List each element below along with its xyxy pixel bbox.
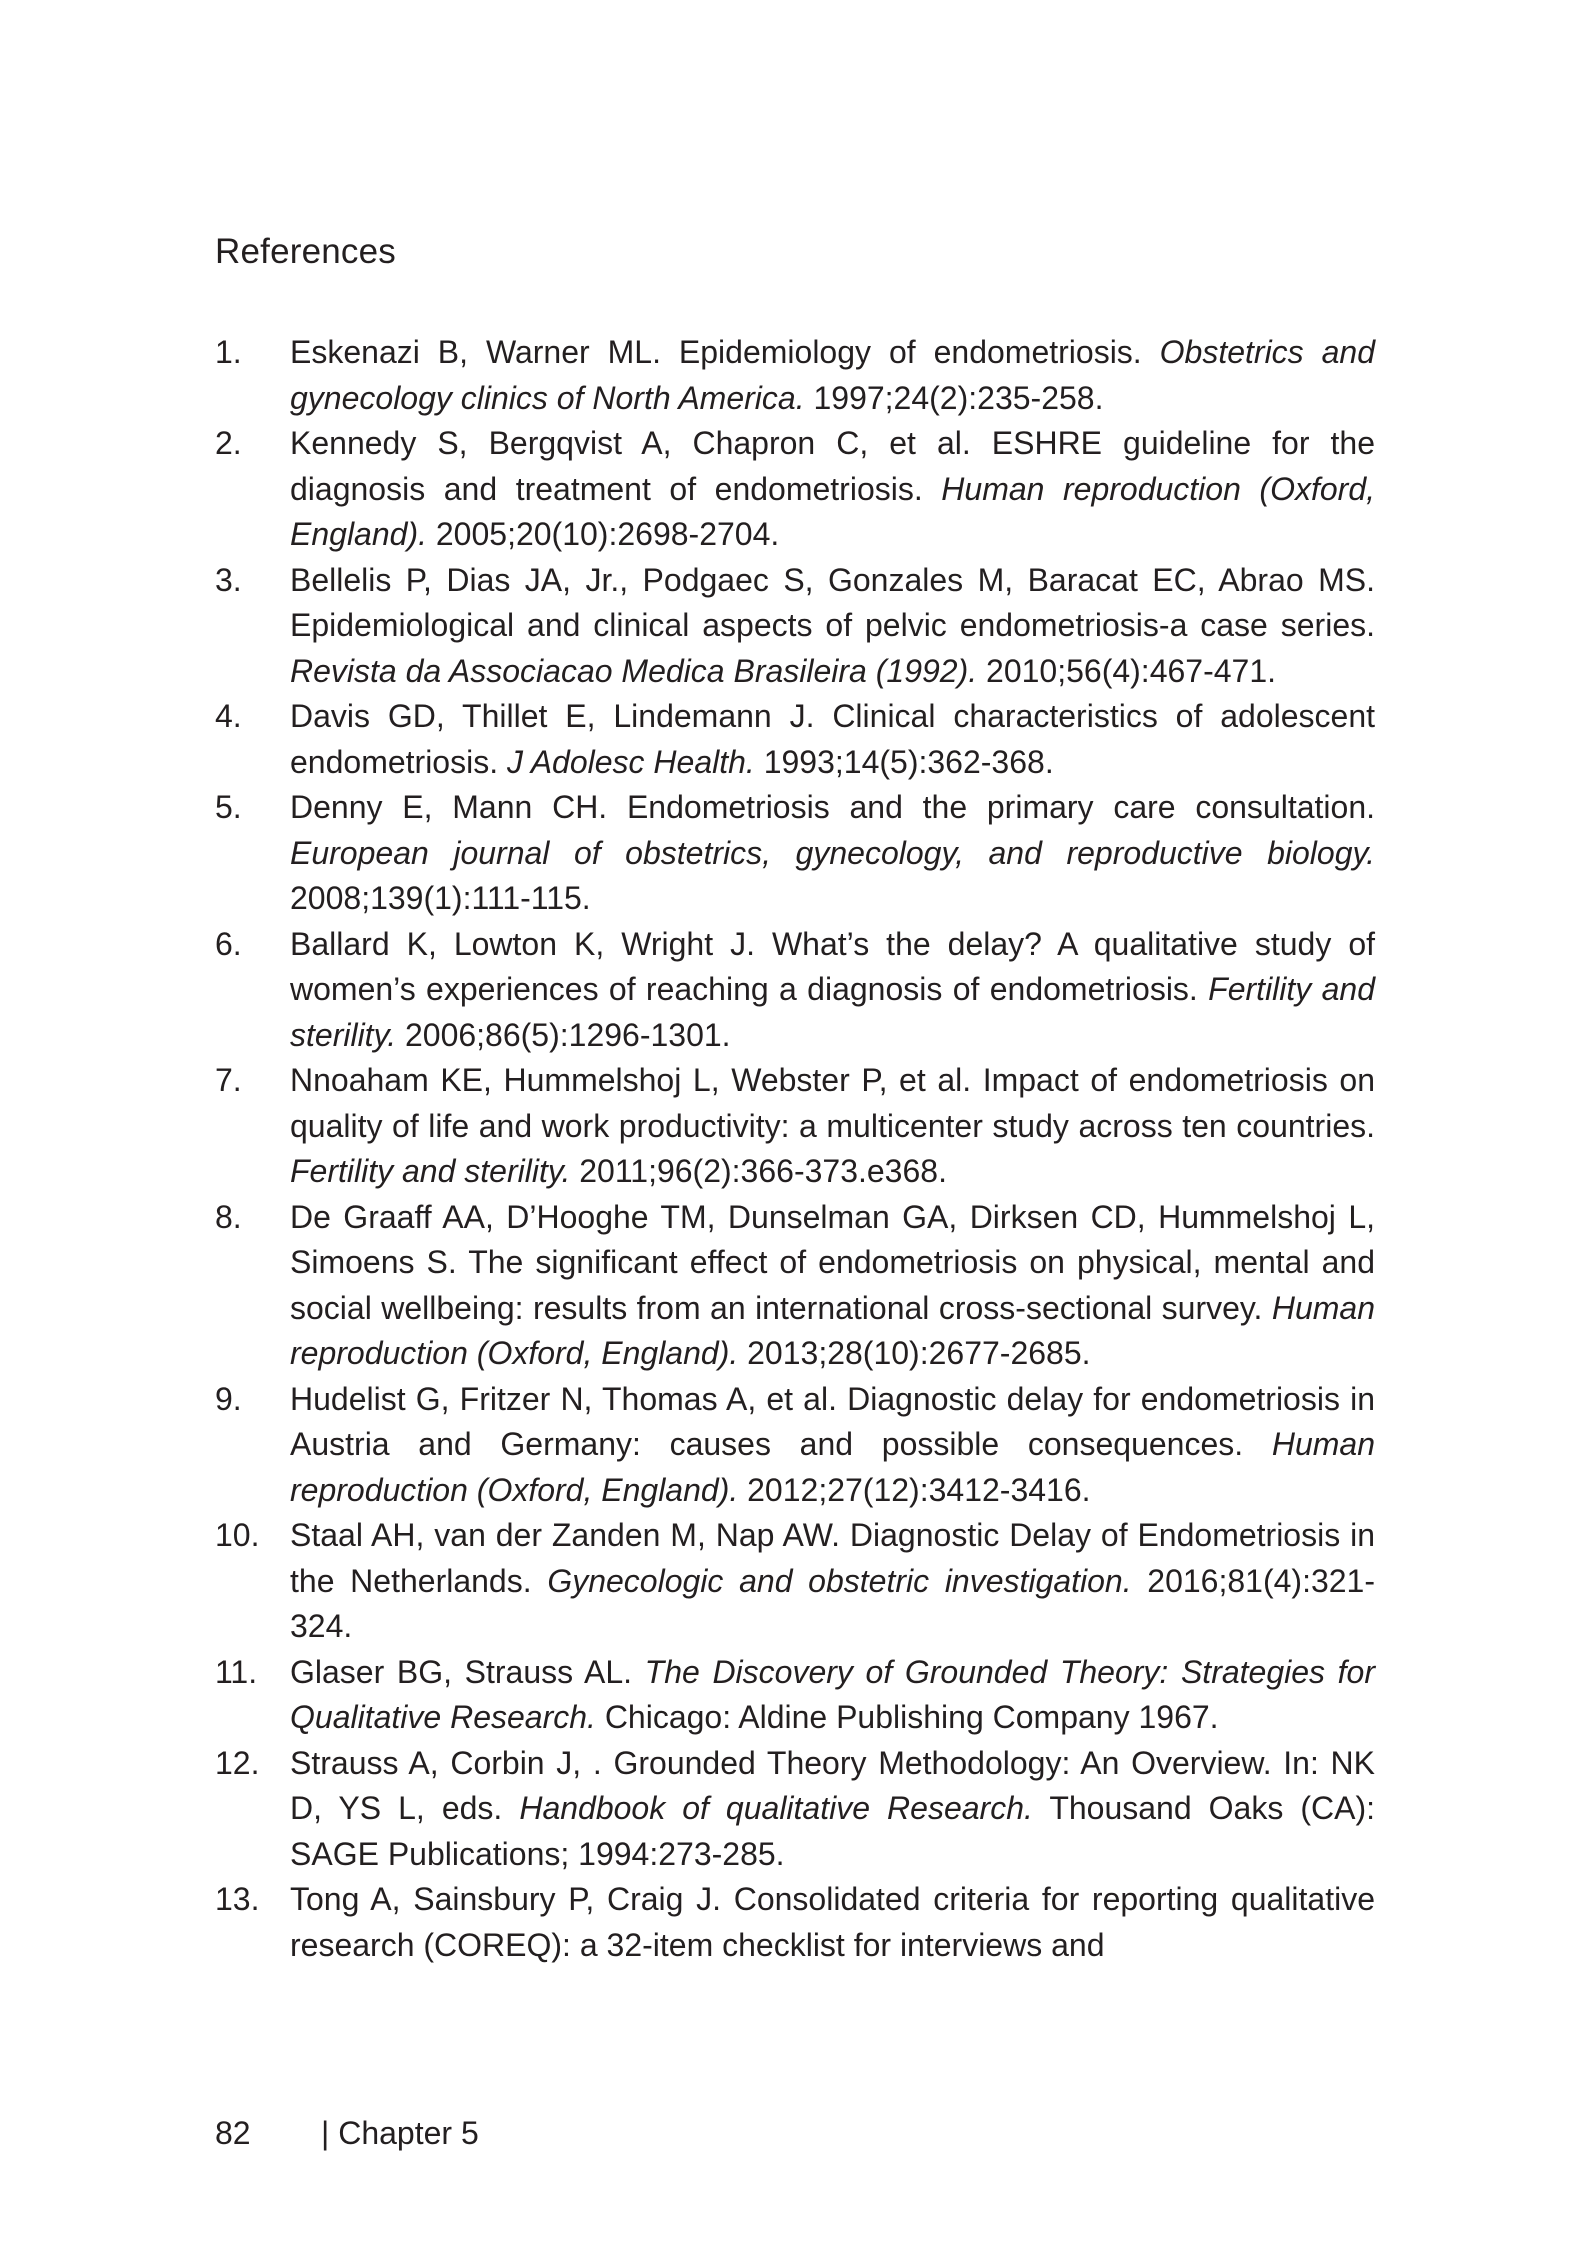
reference-number: 9. <box>215 1380 242 1417</box>
reference-authors-title: Ballard K, Lowton K, Wright J. What’s the delay? A qualitative study of women’s experiences of reaching a diagnosis of endometriosis. <box>290 925 1375 1007</box>
reference-text <box>290 926 1375 1053</box>
reference-text <box>290 562 1375 689</box>
reference-text <box>290 1881 1375 1963</box>
reference-citation: Chicago: Aldine Publishing Company 1967. <box>595 1699 1219 1735</box>
reference-number: 12. <box>215 1744 260 1781</box>
reference-citation: Thousand Oaks (CA): SAGE Publications; 1994:273-285. <box>290 1790 1376 1872</box>
reference-citation: 2005;20(10):2698-2704. <box>426 516 780 552</box>
reference-citation: 1997;24(2):235-258. <box>804 379 1104 416</box>
reference-item <box>215 922 1375 1059</box>
reference-source: Handbook of qualitative Research. <box>519 1790 1033 1826</box>
reference-source: Revista da Associacao Medica Brasileira (1992). <box>290 652 978 689</box>
reference-source: Human reproduction (Oxford, England). <box>290 470 1375 552</box>
reference-citation: 2013;28(10):2677-2685. <box>738 1335 1091 1371</box>
reference-citation: 2010;56(4):467-471. <box>977 652 1277 689</box>
reference-text <box>290 1062 1375 1189</box>
reference-authors-title: De Graaff AA, D’Hooghe TM, Dunselman GA, Dirksen CD, Hummelshoj L, Simoens S. The significant effect of endometriosis on physical, mental and social wellbeing: results from an international cross-sectional survey. <box>290 1198 1375 1326</box>
reference-citation: 1993;14(5):362-368. <box>754 743 1054 780</box>
page-footer <box>215 2115 479 2152</box>
reference-item <box>215 1377 1375 1514</box>
reference-authors-title: Bellelis P, Dias JA, Jr., Podgaec S, Gonzales M, Baracat EC, Abrao MS. Epidemiological and clinical aspects of pelvic endometriosis-a case series. <box>290 561 1375 643</box>
reference-citation: 2016;81(4):321-324. <box>290 1562 1376 1644</box>
reference-item <box>215 1513 1375 1650</box>
reference-number: 8. <box>215 1198 242 1235</box>
reference-authors-title: Tong A, Sainsbury P, Craig J. Consolidated criteria for reporting qualitative research (COREQ): a 32-item checklist for interviews and <box>290 1881 1375 1963</box>
reference-number: 13. <box>215 1881 260 1917</box>
reference-item <box>215 1650 1375 1741</box>
reference-source: Gynecologic and obstetric investigation. <box>547 1562 1132 1599</box>
reference-text <box>290 1199 1375 1372</box>
reference-source: European journal of obstetrics, gynecology, and reproductive biology. <box>290 834 1375 871</box>
reference-text <box>290 425 1375 552</box>
reference-authors-title: Davis GD, Thillet E, Lindemann J. Clinical characteristics of adolescent endometriosis. <box>290 698 1375 780</box>
reference-item <box>215 1195 1375 1377</box>
reference-text <box>290 334 1375 416</box>
reference-authors-title: Kennedy S, Bergqvist A, Chapron C, et al. ESHRE guideline for the diagnosis and treatment of endometriosis. <box>290 425 1375 507</box>
reference-source: The Discovery of Grounded Theory: Strategies for Qualitative Research. <box>290 1653 1376 1735</box>
reference-item <box>215 558 1375 695</box>
reference-number: 2. <box>215 425 242 461</box>
reference-text <box>290 698 1375 780</box>
reference-source: Fertility and sterility. <box>290 1153 571 1189</box>
reference-item <box>215 785 1375 922</box>
reference-number: 6. <box>215 925 242 962</box>
reference-text <box>290 1381 1375 1508</box>
reference-item <box>215 694 1375 785</box>
reference-item <box>215 1877 1375 1968</box>
reference-item <box>215 330 1375 421</box>
reference-item <box>215 421 1375 558</box>
reference-citation: 2011;96(2):366-373.e368. <box>570 1153 947 1189</box>
reference-text <box>290 789 1375 916</box>
reference-item <box>215 1741 1375 1878</box>
reference-number: 4. <box>215 698 242 734</box>
reference-authors-title: Strauss A, Corbin J, . Grounded Theory Methodology: An Overview. In: NK D, YS L, eds. <box>290 1744 1375 1826</box>
reference-source: J Adolesc Health. <box>506 743 755 780</box>
reference-text <box>290 1745 1375 1872</box>
reference-text <box>290 1517 1375 1644</box>
reference-number: 5. <box>215 789 242 825</box>
reference-number: 1. <box>215 334 242 370</box>
reference-number: 11. <box>215 1653 258 1690</box>
reference-text <box>290 1654 1375 1736</box>
reference-authors-title: Staal AH, van der Zanden M, Nap AW. Diagnostic Delay of Endometriosis in the Netherlands. <box>290 1517 1375 1599</box>
reference-authors-title: Nnoaham KE, Hummelshoj L, Webster P, et al. Impact of endometriosis on quality of life and work productivity: a multicenter study across ten countries. <box>290 1062 1375 1144</box>
reference-item <box>215 1058 1375 1195</box>
references-heading: References <box>215 232 396 271</box>
reference-number: 10. <box>215 1517 260 1553</box>
chapter-label: | Chapter 5 <box>321 2115 479 2151</box>
reference-citation: 2006;86(5):1296-1301. <box>396 1016 731 1053</box>
reference-source: Human reproduction (Oxford, England). <box>290 1289 1375 1371</box>
reference-citation: 2008;139(1):111-115. <box>290 880 591 916</box>
reference-authors-title: Hudelist G, Fritzer N, Thomas A, et al. Diagnostic delay for endometriosis in Austria and Germany: causes and possible consequences. <box>290 1380 1375 1462</box>
reference-citation: 2012;27(12):3412-3416. <box>738 1471 1091 1508</box>
reference-authors-title: Eskenazi B, Warner ML. Epidemiology of endometriosis. <box>290 334 1160 370</box>
page-number: 82 <box>215 2115 251 2151</box>
reference-list <box>215 330 1375 1968</box>
reference-source: Human reproduction (Oxford, England). <box>290 1426 1375 1508</box>
reference-number: 7. <box>215 1062 242 1098</box>
reference-source: Fertility and sterility. <box>290 971 1376 1053</box>
reference-number: 3. <box>215 561 242 598</box>
reference-source: Obstetrics and gynecology clinics of North America. <box>290 334 1376 416</box>
reference-authors-title: Glaser BG, Strauss AL. <box>290 1653 645 1690</box>
reference-authors-title: Denny E, Mann CH. Endometriosis and the primary care consultation. <box>290 789 1375 825</box>
